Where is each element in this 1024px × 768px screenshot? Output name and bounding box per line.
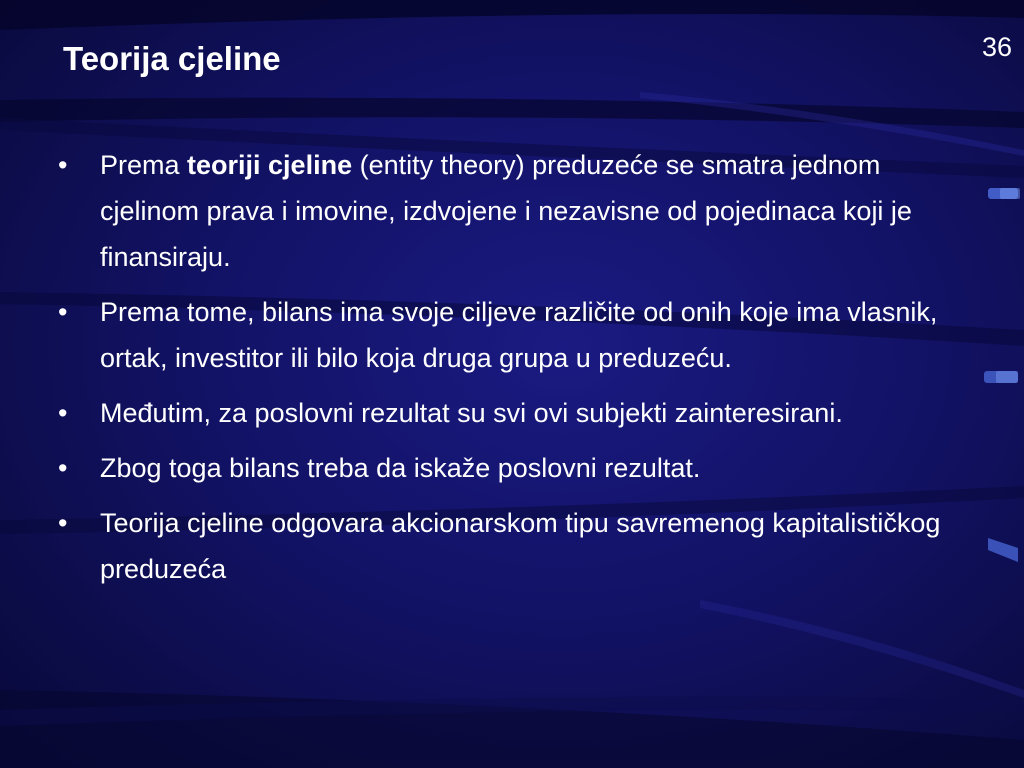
bullet-item-entity-theory [58,142,968,280]
bullet-text-post: (entity theory) preduzeće se smatra jednom cjelinom prava i imovine, izdvojene i nezavisne od pojedinaca koji je finansiraju. [100,150,912,272]
bullet-dot-icon: • [58,150,68,180]
bullet-item-show-result [58,445,968,491]
bullet-text: Međutim, za poslovni rezultat su svi ovi subjekti zainteresirani. [100,398,843,428]
bg-streak-2 [700,600,1024,698]
edge-accent-4 [1000,188,1020,199]
edge-accent-5 [996,371,1018,383]
bullet-text-bold: teoriji cjeline [187,150,353,180]
bullet-dot-icon: • [58,297,68,327]
bullet-item-balance-goals [58,289,968,381]
slide-title: Teorija cjeline [63,40,281,77]
bullet-dot-icon: • [58,398,68,428]
bullet-list [58,142,968,601]
bullet-text: Prema tome, bilans ima svoje ciljeve različite od onih koje ima vlasnik, ortak, investitor ili bilo koja druga grupa u preduzeću. [100,297,938,373]
bullet-text-pre: Prema [100,150,188,180]
slide-number: 36 [981,32,1012,62]
bullet-dot-icon: • [58,508,68,538]
bullet-text: Zbog toga bilans treba da iskaže poslovni rezultat. [100,453,701,483]
edge-accent-3 [988,538,1018,562]
bullet-dot-icon: • [58,453,68,483]
bullet-item-interested-parties [58,390,968,436]
bg-swoosh-1 [0,0,1024,30]
bullet-text: Teorija cjeline odgovara akcionarskom tipu savremenog kapitalističkog preduzeća [100,508,941,584]
bullet-item-joint-stock [58,500,968,592]
